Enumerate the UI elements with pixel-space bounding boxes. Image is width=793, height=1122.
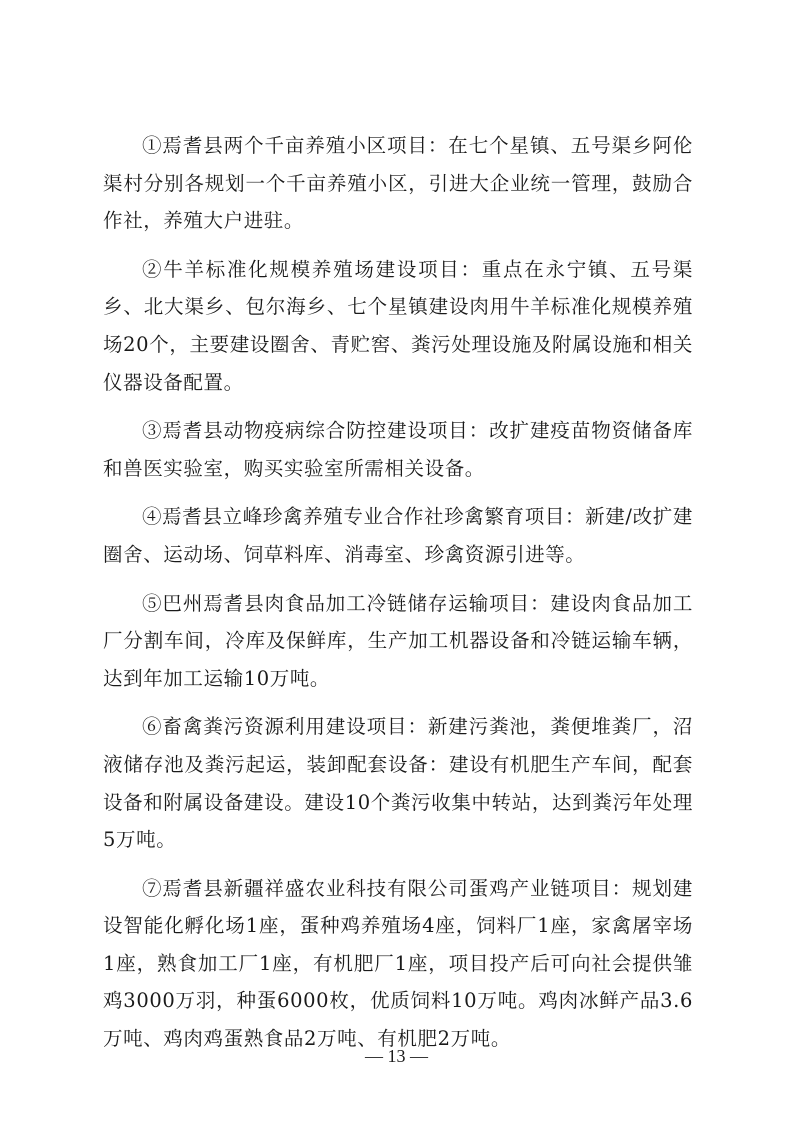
page-number: — 13 —	[365, 1046, 428, 1066]
project-paragraph-5: ⑤巴州焉耆县肉食品加工冷链储存运输项目：建设肉食品加工厂分割车间，冷库及保鲜库，生产加工机器设备和冷链运输车辆，达到年加工运输10万吨。	[103, 591, 693, 690]
project-paragraph-2: ②牛羊标准化规模养殖场建设项目：重点在永宁镇、五号渠乡、北大渠乡、包尔海乡、七个星镇建设肉用牛羊标准化规模养殖场20个，主要建设圈舍、青贮窖、粪污处理设施及附属设施和相关仪器设备配置。	[103, 257, 693, 394]
project-paragraph-6: ⑥畜禽粪污资源利用建设项目：新建污粪池，粪便堆粪厂，沼液储存池及粪污起运，装卸配套设备：建设有机肥生产车间，配套设备和附属设备建设。建设10个粪污收集中转站，达到粪污年处理5万吨。	[103, 715, 693, 852]
project-paragraph-7: ⑦焉耆县新疆祥盛农业科技有限公司蛋鸡产业链项目：规划建设智能化孵化场1座，蛋种鸡养殖场4座，饲料厂1座，家禽屠宰场1座，熟食加工厂1座，有机肥厂1座，项目投产后可向社会提供雏鸡3000万羽，种蛋6000枚，优质饲料10万吨。鸡肉冰鲜产品3.6万吨、鸡肉鸡蛋熟食品2万吨、有机肥2万吨。	[103, 876, 693, 1051]
project-paragraph-1: ①焉耆县两个千亩养殖小区项目：在七个星镇、五号渠乡阿伦渠村分别各规划一个千亩养殖小区，引进大企业统一管理，鼓励合作社，养殖大户进驻。	[103, 134, 693, 233]
project-paragraph-4: ④焉耆县立峰珍禽养殖专业合作社珍禽繁育项目：新建/改扩建圈舍、运动场、饲草料库、消毒室、珍禽资源引进等。	[103, 505, 693, 566]
document-body	[103, 127, 693, 1069]
project-paragraph-3: ③焉耆县动物疫病综合防控建设项目：改扩建疫苗物资储备库和兽医实验室，购买实验室所需相关设备。	[103, 419, 693, 480]
